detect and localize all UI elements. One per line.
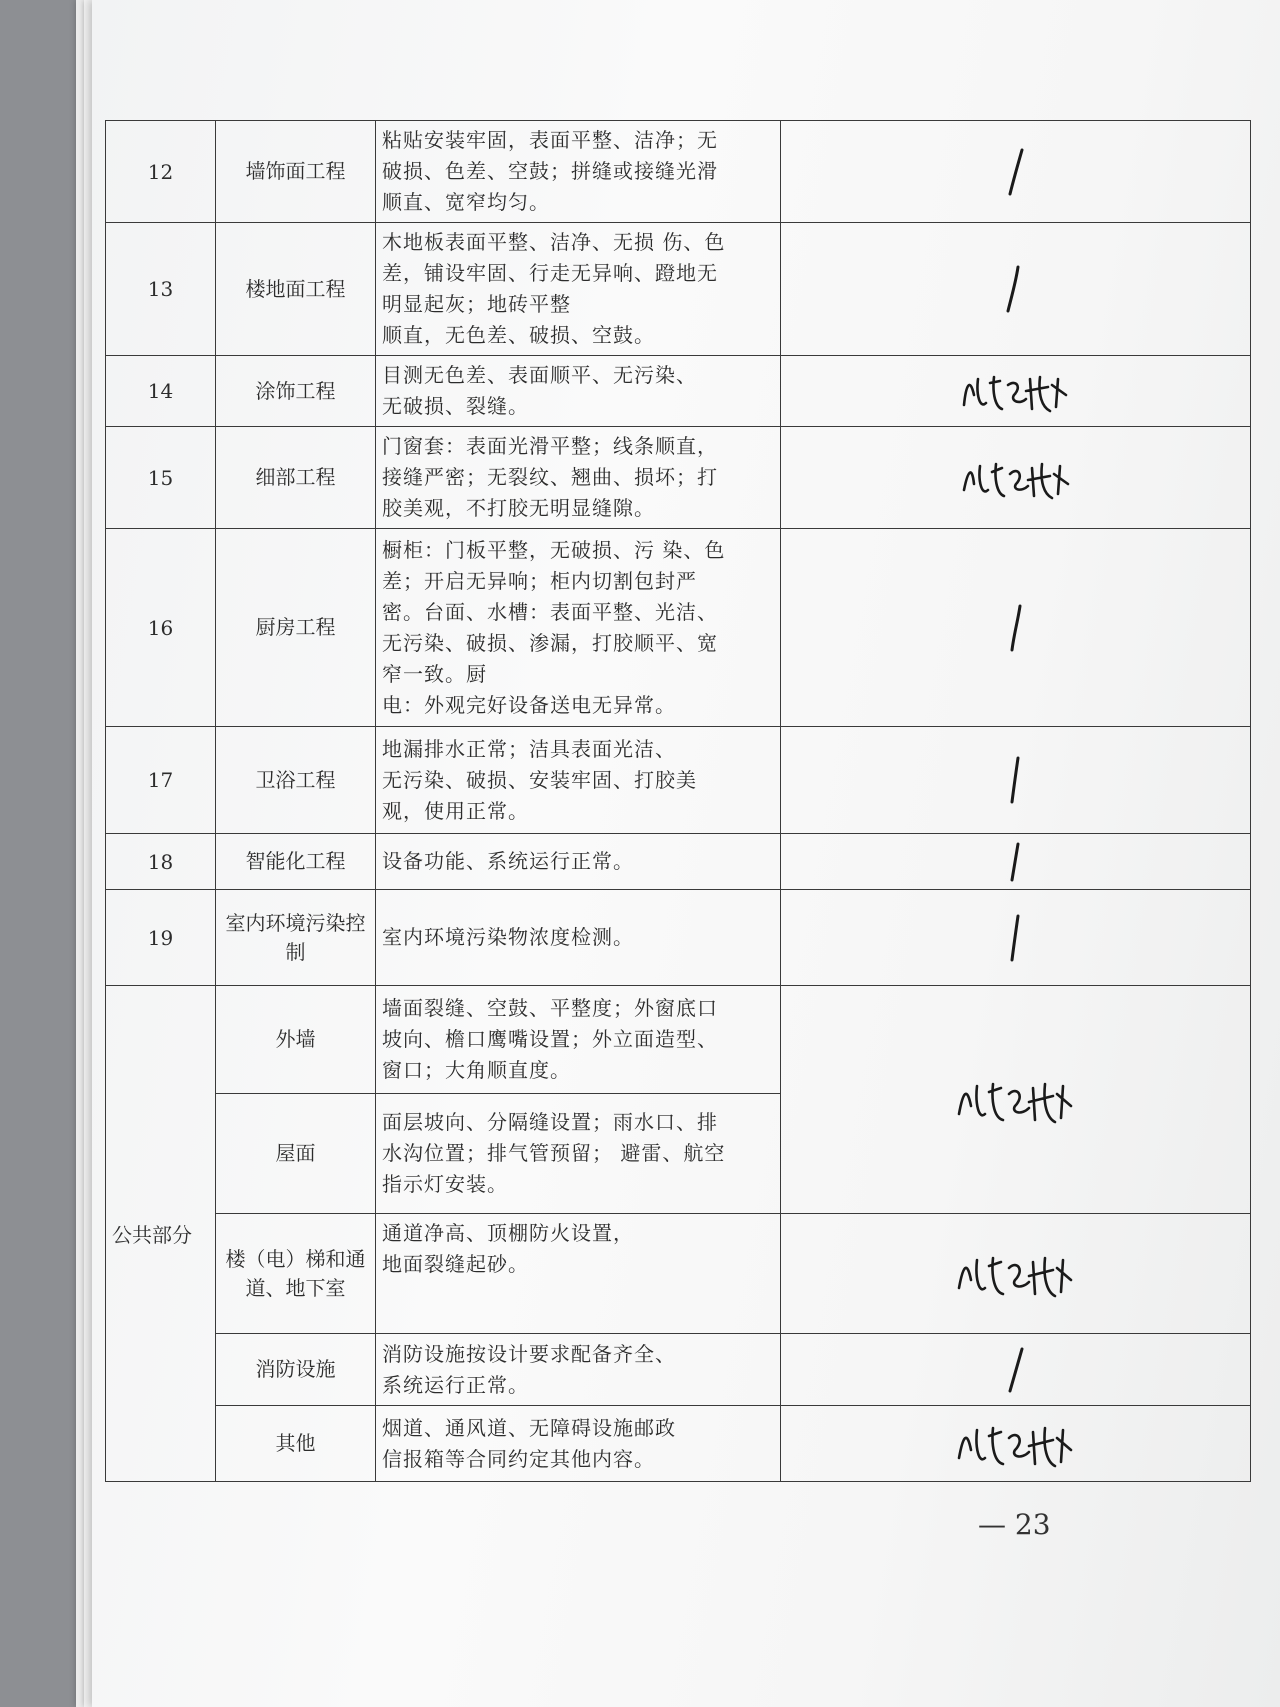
- row-number: 14: [106, 356, 216, 427]
- public-area-label: 公共部分: [106, 986, 216, 1482]
- requirement-text: 门窗套：表面光滑平整；线条顺直， 接缝严密；无裂纹、翘曲、损坏；打 胶美观，不打胶无明显缝隙。: [376, 427, 781, 529]
- result-cell: [781, 1334, 1251, 1406]
- item-name: 屋面: [216, 1094, 376, 1214]
- result-cell: [781, 1406, 1251, 1482]
- table-row: [106, 223, 1251, 356]
- result-cell: [781, 834, 1251, 890]
- item-name: 楼地面工程: [216, 223, 376, 356]
- handwritten-slash: [787, 144, 1244, 200]
- handwritten-slash: [787, 261, 1244, 317]
- handwritten-slash: [787, 1345, 1244, 1395]
- handwritten-slash: [787, 840, 1244, 884]
- handwritten-signature: [787, 1244, 1244, 1304]
- row-number: 18: [106, 834, 216, 890]
- requirement-text: 木地板表面平整、洁净、无损 伤、色 差，铺设牢固、行走无异响、蹬地无 明显起灰；地砖平整 顺直，无色差、破损、空鼓。: [376, 223, 781, 356]
- table-row: [106, 1214, 1251, 1334]
- table-row: [106, 1334, 1251, 1406]
- page-number: — 23: [978, 1508, 1051, 1541]
- requirement-text: 室内环境污染物浓度检测。: [376, 890, 781, 986]
- requirement-text: 粘贴安装牢固，表面平整、洁净；无 破损、色差、空鼓；拼缝或接缝光滑 顺直、宽窄均匀。: [376, 121, 781, 223]
- result-cell: [781, 223, 1251, 356]
- item-name: 细部工程: [216, 427, 376, 529]
- result-cell: [781, 427, 1251, 529]
- row-number: 13: [106, 223, 216, 356]
- handwritten-signature: [787, 365, 1244, 417]
- table-row: [106, 834, 1251, 890]
- item-name: 消防设施: [216, 1334, 376, 1406]
- item-name: 外墙: [216, 986, 376, 1094]
- item-name: 墙饰面工程: [216, 121, 376, 223]
- table-row: [106, 121, 1251, 223]
- handwritten-signature: [787, 1414, 1244, 1474]
- handwritten-signature: [787, 452, 1244, 504]
- item-name: 厨房工程: [216, 529, 376, 727]
- requirement-text: 墙面裂缝、空鼓、平整度；外窗底口 坡向、檐口鹰嘴设置；外立面造型、 窗口；大角顺直度。: [376, 986, 781, 1094]
- result-cell: [781, 121, 1251, 223]
- handwritten-signature: [787, 1070, 1244, 1130]
- item-name: 其他: [216, 1406, 376, 1482]
- requirement-text: 通道净高、顶棚防火设置， 地面裂缝起砂。: [376, 1214, 781, 1334]
- table-row: [106, 529, 1251, 727]
- table-row: [106, 356, 1251, 427]
- requirement-text: 面层坡向、分隔缝设置；雨水口、排 水沟位置；排气管预留； 避雷、航空 指示灯安装。: [376, 1094, 781, 1214]
- acceptance-table: [105, 120, 1251, 1482]
- row-number: 19: [106, 890, 216, 986]
- table-row: [106, 727, 1251, 834]
- row-number: 12: [106, 121, 216, 223]
- handwritten-slash: [787, 752, 1244, 808]
- requirement-text: 烟道、通风道、无障碍设施邮政 信报箱等合同约定其他内容。: [376, 1406, 781, 1482]
- row-number: 16: [106, 529, 216, 727]
- requirement-text: 目测无色差、表面顺平、无污染、 无破损、裂缝。: [376, 356, 781, 427]
- requirement-text: 橱柜：门板平整，无破损、污 染、色 差；开启无异响；柜内切割包封严 密。台面、水槽：表面平整、光洁、 无污染、破损、渗漏，打胶顺平、宽 窄一致。厨 电：外观完好设备送电无异常。: [376, 529, 781, 727]
- result-cell: [781, 986, 1251, 1214]
- row-number: 15: [106, 427, 216, 529]
- requirement-text: 设备功能、系统运行正常。: [376, 834, 781, 890]
- result-cell: [781, 356, 1251, 427]
- table-row: [106, 986, 1251, 1094]
- handwritten-slash: [787, 600, 1244, 656]
- item-name: 智能化工程: [216, 834, 376, 890]
- item-name: 卫浴工程: [216, 727, 376, 834]
- handwritten-slash: [787, 910, 1244, 966]
- item-name: 涂饰工程: [216, 356, 376, 427]
- row-number: 17: [106, 727, 216, 834]
- item-name: 室内环境污染控制: [216, 890, 376, 986]
- item-name: 楼（电）梯和通道、地下室: [216, 1214, 376, 1334]
- requirement-text: 地漏排水正常；洁具表面光洁、 无污染、破损、安装牢固、打胶美 观，使用正常。: [376, 727, 781, 834]
- result-cell: [781, 727, 1251, 834]
- table-row: [106, 890, 1251, 986]
- result-cell: [781, 890, 1251, 986]
- result-cell: [781, 1214, 1251, 1334]
- requirement-text: 消防设施按设计要求配备齐全、 系统运行正常。: [376, 1334, 781, 1406]
- result-cell: [781, 529, 1251, 727]
- table-row: [106, 427, 1251, 529]
- table-row: [106, 1406, 1251, 1482]
